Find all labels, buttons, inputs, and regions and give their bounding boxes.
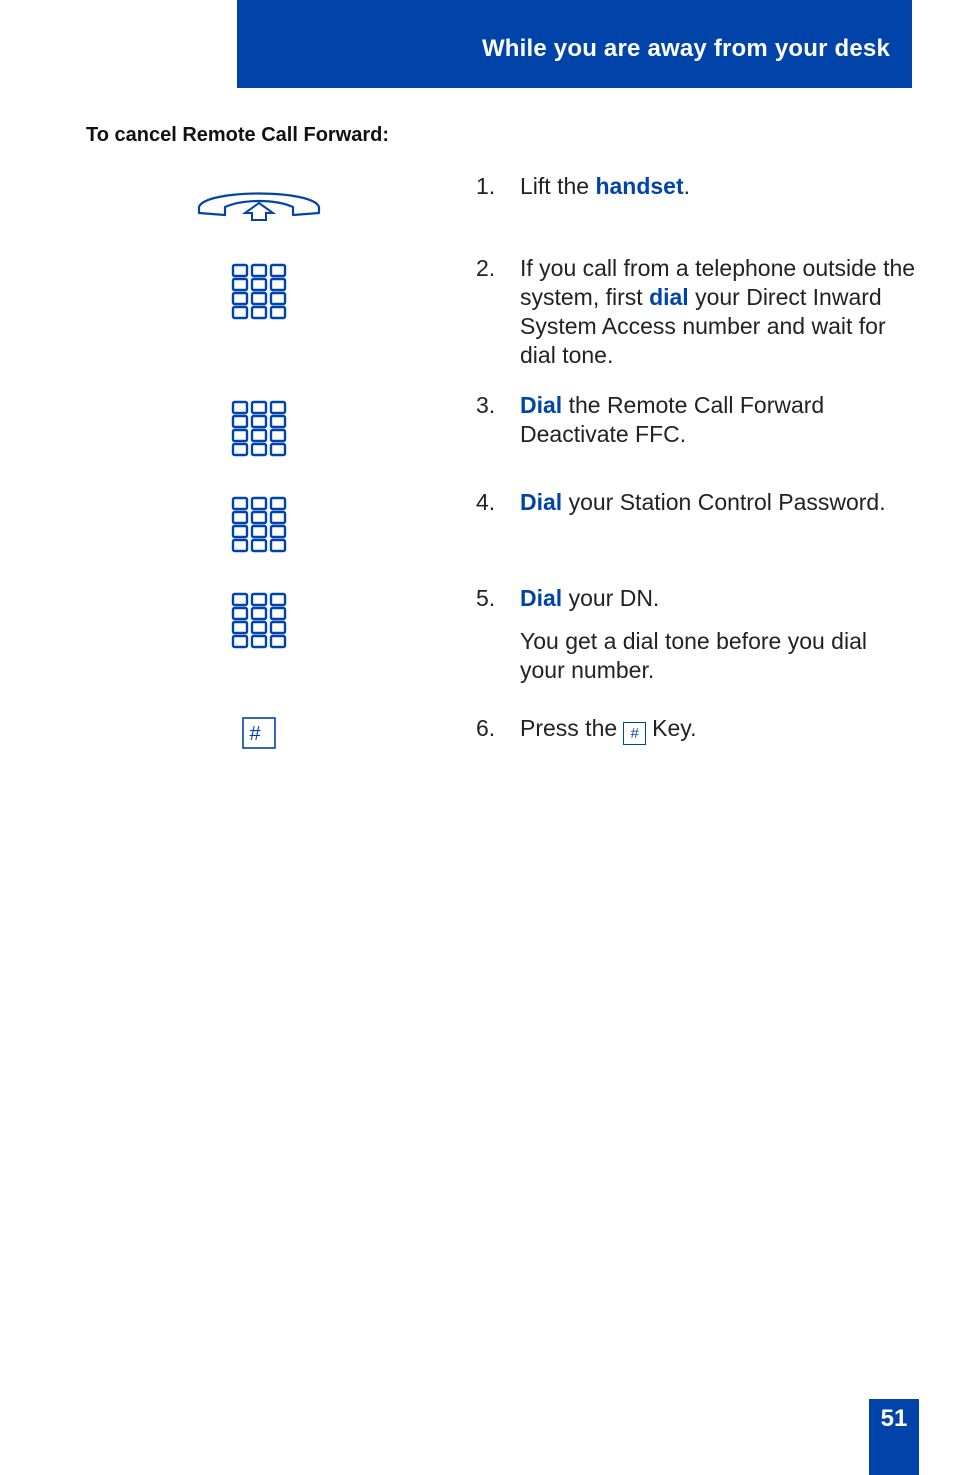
dialpad-key bbox=[271, 430, 285, 441]
step-number: 2. bbox=[476, 255, 496, 281]
dialpad-key bbox=[252, 498, 266, 509]
pound-key-inline-icon: # bbox=[623, 722, 646, 745]
dialpad-key bbox=[271, 402, 285, 413]
keyword-dial: Dial bbox=[520, 392, 563, 418]
dialpad-icon bbox=[231, 400, 291, 458]
dialpad-key bbox=[233, 622, 247, 633]
dialpad-key bbox=[252, 594, 266, 605]
dialpad-key bbox=[233, 430, 247, 441]
dialpad-key bbox=[271, 512, 285, 523]
dialpad-key bbox=[233, 402, 247, 413]
pound-key-icon bbox=[242, 717, 277, 750]
dialpad-key bbox=[233, 279, 247, 290]
step-text: Key. bbox=[652, 715, 697, 741]
dialpad-key bbox=[271, 526, 285, 537]
dialpad-key bbox=[271, 416, 285, 427]
dialpad-key bbox=[233, 498, 247, 509]
dialpad-key bbox=[271, 540, 285, 551]
dialpad-key bbox=[233, 307, 247, 318]
dialpad-key bbox=[233, 444, 247, 455]
dialpad-key bbox=[252, 416, 266, 427]
dialpad-key bbox=[271, 444, 285, 455]
dialpad-key bbox=[233, 416, 247, 427]
dialpad-key bbox=[233, 512, 247, 523]
svg-text:#: # bbox=[249, 723, 261, 745]
dialpad-key bbox=[233, 608, 247, 619]
dialpad-key bbox=[233, 293, 247, 304]
dialpad-icon bbox=[231, 496, 291, 554]
step-text: Lift the bbox=[520, 173, 596, 199]
dialpad-key bbox=[271, 636, 285, 647]
step-number: 5. bbox=[476, 585, 496, 611]
page-header-title: While you are away from your desk bbox=[481, 35, 890, 62]
step-text: your DN. bbox=[562, 585, 660, 611]
step-3 bbox=[476, 391, 916, 449]
dialpad-key bbox=[252, 402, 266, 413]
dialpad-key bbox=[252, 307, 266, 318]
step-4 bbox=[476, 488, 916, 517]
dialpad-icon bbox=[231, 263, 291, 321]
dialpad-key bbox=[271, 594, 285, 605]
step-text: If you call from a telephone outside the system, first bbox=[520, 255, 916, 310]
dialpad-key bbox=[252, 540, 266, 551]
step-6 bbox=[476, 714, 916, 745]
step-number: 4. bbox=[476, 489, 496, 515]
step-text: your Direct Inward System Access number and wait for dial tone. bbox=[520, 284, 886, 368]
dialpad-key bbox=[271, 265, 285, 276]
step-number: 3. bbox=[476, 392, 496, 418]
dialpad-key bbox=[271, 293, 285, 304]
page-number-box bbox=[869, 1399, 919, 1475]
dialpad-key bbox=[271, 498, 285, 509]
dialpad-key bbox=[271, 307, 285, 318]
dialpad-key bbox=[233, 526, 247, 537]
dialpad-key bbox=[252, 512, 266, 523]
section-heading: To cancel Remote Call Forward: bbox=[86, 124, 390, 146]
page-number: 51 bbox=[880, 1405, 908, 1432]
dialpad-key bbox=[233, 594, 247, 605]
dialpad-icon bbox=[231, 592, 291, 650]
dialpad-key bbox=[252, 636, 266, 647]
keyword-dial: dial bbox=[649, 284, 689, 310]
step-number: 1. bbox=[476, 173, 496, 199]
dialpad-key bbox=[252, 444, 266, 455]
dialpad-key bbox=[233, 540, 247, 551]
dialpad-key bbox=[271, 622, 285, 633]
dialpad-key bbox=[252, 293, 266, 304]
step-5 bbox=[476, 584, 916, 685]
keyword-dial: Dial bbox=[520, 489, 563, 515]
step-text: the Remote Call Forward Deactivate FFC. bbox=[520, 392, 825, 447]
dialpad-key bbox=[252, 279, 266, 290]
dialpad-key bbox=[252, 430, 266, 441]
keyword-dial: Dial bbox=[520, 585, 563, 611]
step-text: your Station Control Password. bbox=[562, 489, 886, 515]
dialpad-key bbox=[233, 636, 247, 647]
dialpad-key bbox=[252, 526, 266, 537]
dialpad-key bbox=[252, 608, 266, 619]
step-note: You get a dial tone before you dial your number. bbox=[520, 628, 867, 683]
step-number: 6. bbox=[476, 715, 496, 741]
dialpad-key bbox=[252, 265, 266, 276]
step-1 bbox=[476, 172, 916, 201]
step-text: . bbox=[683, 173, 691, 199]
dialpad-key bbox=[271, 279, 285, 290]
header-bar bbox=[237, 0, 912, 88]
step-2 bbox=[476, 254, 916, 370]
keyword-handset: handset bbox=[595, 173, 684, 199]
dialpad-key bbox=[233, 265, 247, 276]
dialpad-key bbox=[252, 622, 266, 633]
step-text: Press the bbox=[520, 715, 618, 741]
dialpad-key bbox=[271, 608, 285, 619]
handset-icon bbox=[195, 185, 323, 225]
